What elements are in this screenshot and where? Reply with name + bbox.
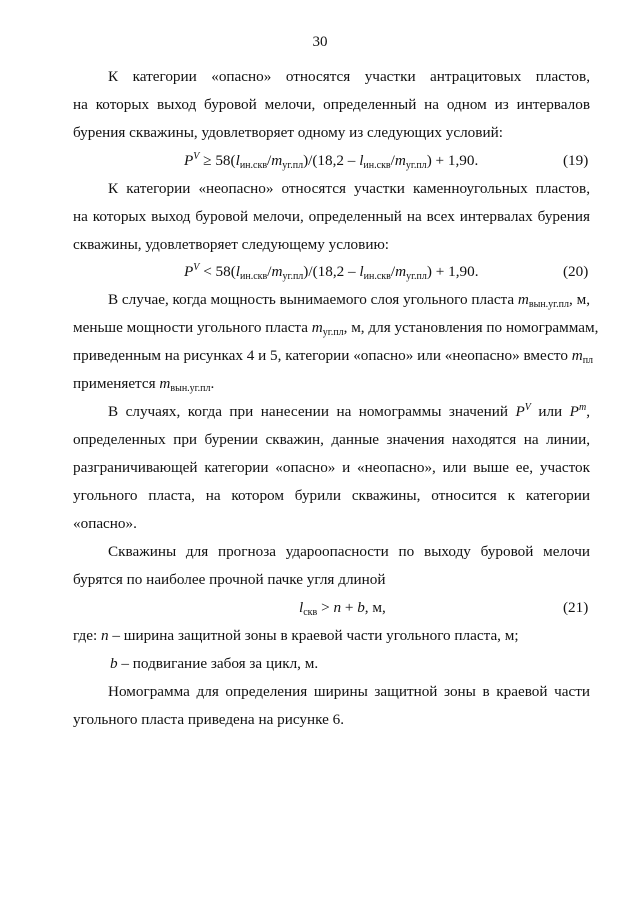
equation-number: (21) bbox=[563, 599, 589, 616]
definition-b: b – подвигание забоя за цикл, м. bbox=[110, 655, 319, 672]
paragraph-line: применяется $m_{вын.уг.пл}$. bbox=[73, 375, 215, 394]
definition-n: где: n – ширина защитной зоны в краевой части угольного пласта, м; bbox=[73, 627, 519, 644]
formula-21: $l_{скв} > n + b$, м, bbox=[299, 599, 386, 618]
paragraph-line: разграничивающей категории «опасно» и «неопасно», или выше ее, участок bbox=[73, 459, 590, 476]
paragraph-line: К категории «опасно» относятся участки антрацитовых пластов, bbox=[108, 68, 590, 85]
paragraph-line: угольного пласта приведена на рисунке 6. bbox=[73, 711, 345, 728]
paragraph-line: В случае, когда мощность вынимаемого слоя угольного пласта $m_{вын.уг.пл}$, м, bbox=[108, 291, 591, 310]
paragraph-line: угольного пласта, на котором бурили скважины, относится к категории bbox=[73, 487, 590, 504]
equation-number: (20) bbox=[563, 263, 589, 280]
paragraph-line: В случаях, когда при нанесении на номограммы значений $P^V$ или $P^m$, bbox=[108, 402, 590, 420]
paragraph-line: скважины, удовлетворяет следующему условию: bbox=[73, 236, 390, 253]
paragraph-line: определенных при бурении скважин, данные значения находятся на линии, bbox=[73, 431, 590, 448]
paragraph-line: бурятся по наиболее прочной пачке угля длиной bbox=[73, 571, 386, 588]
paragraph-line: приведенным на рисунках 4 и 5, категории «опасно» или «неопасно» вместо $m_{пл}$ bbox=[73, 347, 594, 366]
paragraph-line: К категории «неопасно» относятся участки каменноугольных пластов, bbox=[108, 180, 590, 197]
paragraph-line: на которых выход буровой мелочи, определенный на одном из интервалов bbox=[73, 96, 590, 113]
page-number: 30 bbox=[312, 34, 328, 50]
paragraph-line: Номограмма для определения ширины защитной зоны в краевой части bbox=[108, 683, 590, 700]
paragraph-line: Скважины для прогноза удароопасности по выходу буровой мелочи bbox=[108, 543, 590, 560]
formula-19: $P^V \ge 58(l_{ин.скв}/m_{уг.пл})/(18,2 - l_{ин.скв}/m_{уг.пл}) + 1,90$. bbox=[184, 151, 479, 171]
equation-number: (19) bbox=[563, 152, 589, 169]
formula-20: $P^V < 58(l_{ин.скв}/m_{уг.пл})/(18,2 - l_{ин.скв}/m_{уг.пл}) + 1,90$. bbox=[184, 262, 479, 282]
paragraph-line: «опасно». bbox=[73, 515, 137, 532]
paragraph-line: на которых выход буровой мелочи, определенный на всех интервалах бурения bbox=[73, 208, 590, 225]
paragraph-line: бурения скважины, удовлетворяет одному из следующих условий: bbox=[73, 124, 503, 141]
paragraph-line: меньше мощности угольного пласта $m_{уг.пл}$, м, для установления по номограммам, bbox=[73, 319, 599, 338]
